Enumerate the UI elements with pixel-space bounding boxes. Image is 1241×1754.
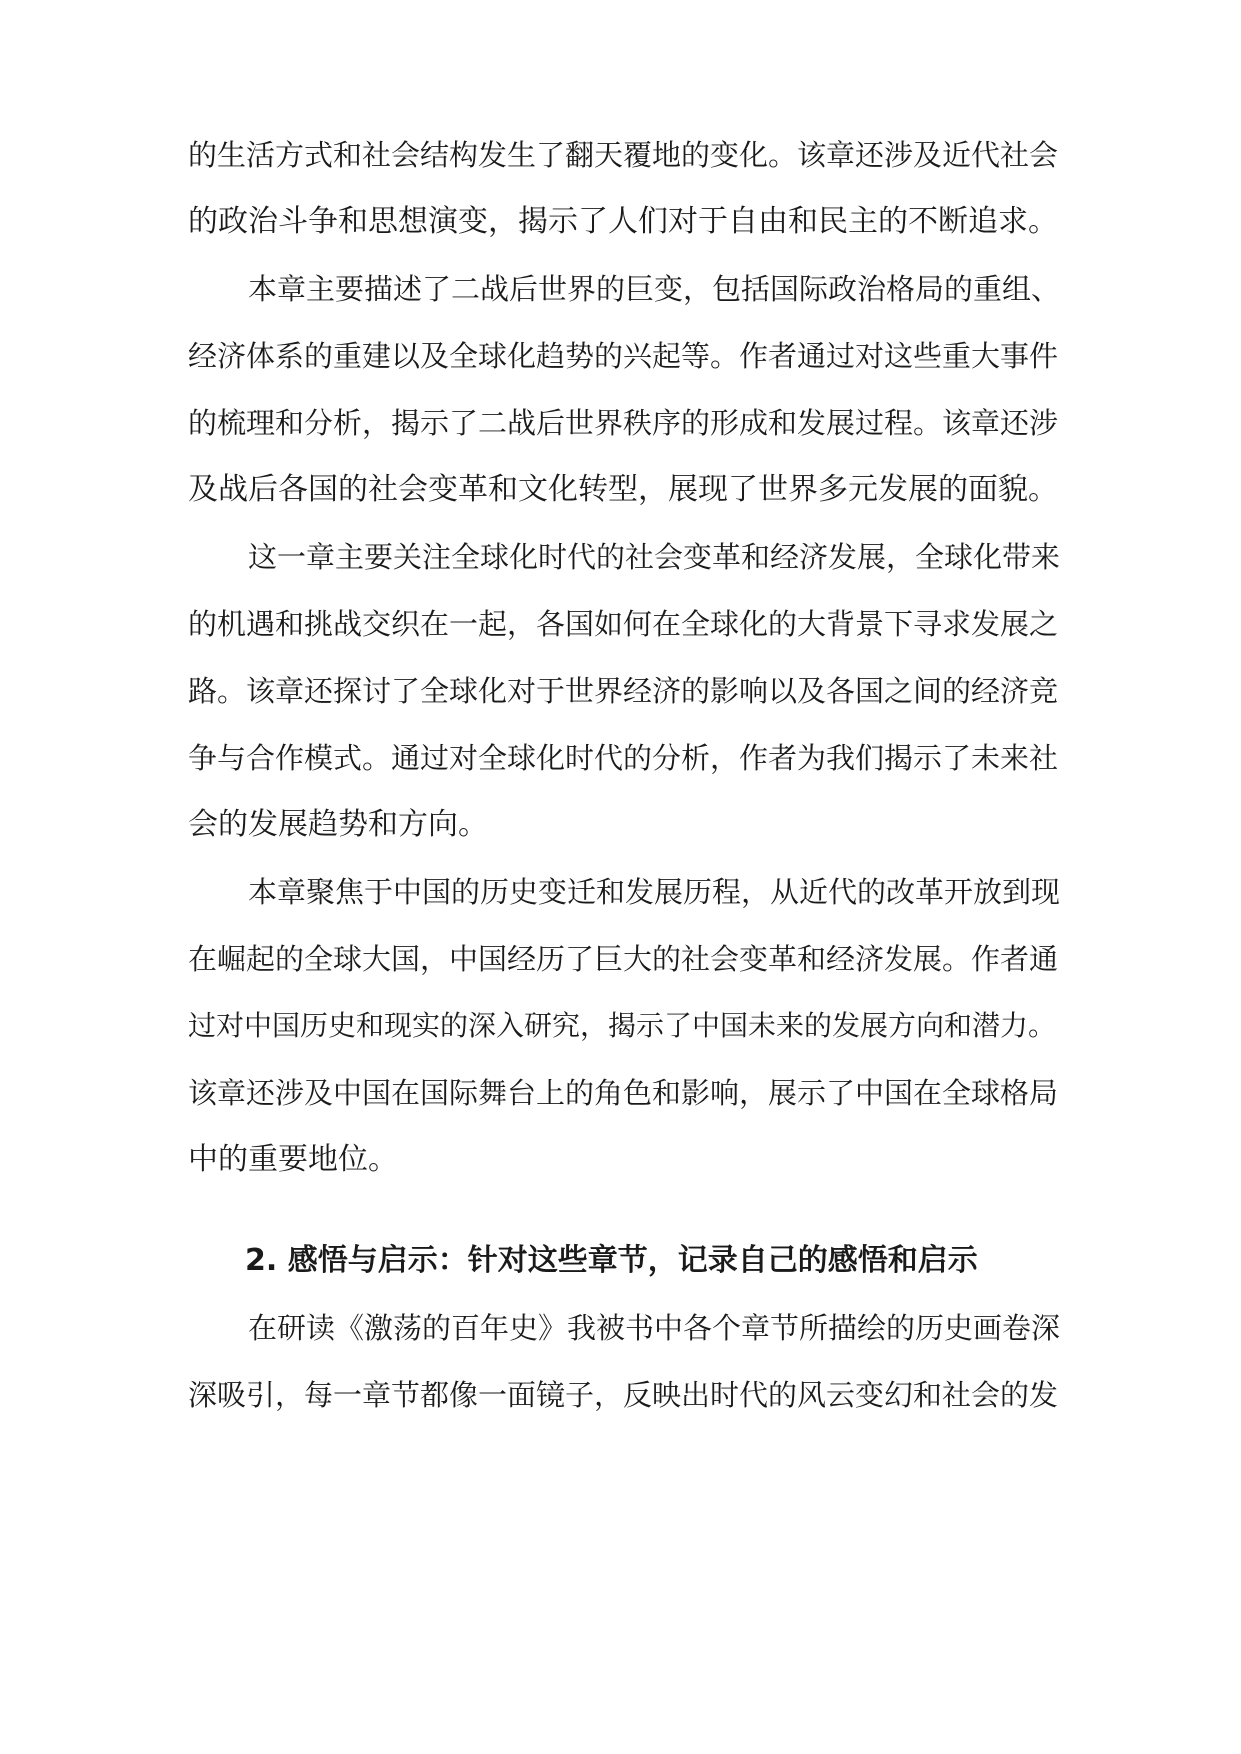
paragraph-4-line-5: 中的重要地位。 [188,1142,398,1177]
paragraph-2-line-1: 本章主要描述了二战后世界的巨变，包括国际政治格局的重组、 [248,272,1061,306]
paragraph-1-line-2: 的政治斗争和思想演变，揭示了人们对于自由和民主的不断追求。 [188,204,1058,239]
paragraph-3-line-4: 争与合作模式。通过对全球化时代的分析，作者为我们揭示了未来社 [188,741,1059,775]
paragraph-4-line-1: 本章聚焦于中国的历史变迁和发展历程，从近代的改革开放到现 [248,875,1061,909]
paragraph-4-line-3: 过对中国历史和现实的深入研究，揭示了中国未来的发展方向和潜力。 [188,1009,1057,1042]
section-paragraph-line-1: 在研读《激荡的百年史》我被书中各个章节所描绘的历史画卷深 [248,1311,1061,1345]
section-paragraph-line-2: 深吸引，每一章节都像一面镜子，反映出时代的风云变幻和社会的发 [188,1378,1059,1412]
section-heading: 2. 感悟与启示：针对这些章节，记录自己的感悟和启示 [245,1243,978,1278]
paragraph-1-line-1: 的生活方式和社会结构发生了翻天覆地的变化。该章还涉及近代社会 [188,138,1059,172]
paragraph-3-line-1: 这一章主要关注全球化时代的社会变革和经济发展，全球化带来 [248,540,1061,574]
paragraph-3-line-2: 的机遇和挑战交织在一起，各国如何在全球化的大背景下寻求发展之 [188,607,1059,641]
paragraph-4-line-4: 该章还涉及中国在国际舞台上的角色和影响，展示了中国在全球格局 [188,1076,1059,1110]
paragraph-2-line-2: 经济体系的重建以及全球化趋势的兴起等。作者通过对这些重大事件 [188,339,1059,373]
paragraph-2-line-3: 的梳理和分析，揭示了二战后世界秩序的形成和发展过程。该章还涉 [188,406,1059,440]
paragraph-2-line-4: 及战后各国的社会变革和文化转型，展现了世界多元发展的面貌。 [188,472,1058,507]
paragraph-3-line-5: 会的发展趋势和方向。 [188,807,488,842]
paragraph-3-line-3: 路。该章还探讨了全球化对于世界经济的影响以及各国之间的经济竞 [188,674,1059,708]
paragraph-4-line-2: 在崛起的全球大国，中国经历了巨大的社会变革和经济发展。作者通 [188,942,1059,976]
